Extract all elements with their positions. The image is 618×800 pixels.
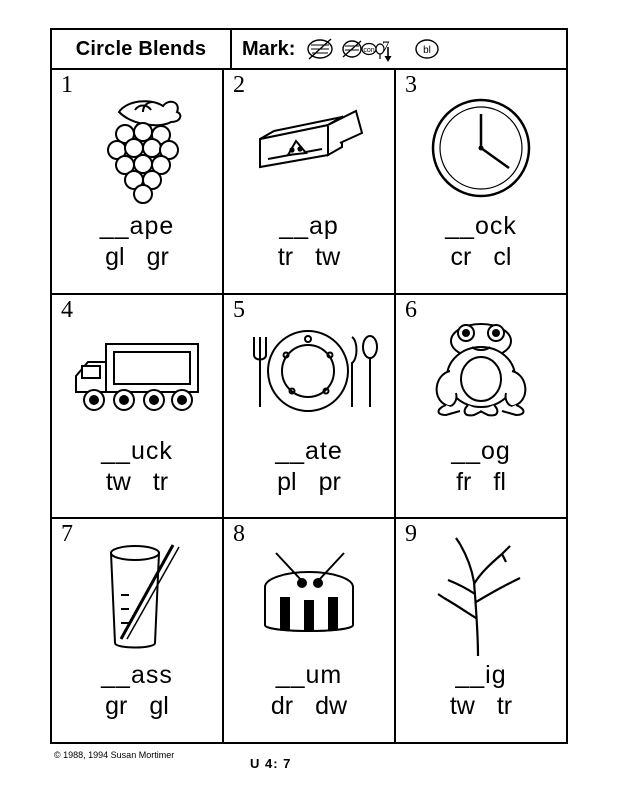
choice-option[interactable]: pl [277, 467, 297, 496]
item-choices[interactable] [105, 692, 169, 721]
grid-row [52, 70, 566, 295]
item-cell-9[interactable] [396, 519, 566, 742]
svg-text:con: con [363, 47, 376, 54]
item-cell-1[interactable] [52, 70, 224, 293]
item-word: __uck [101, 436, 173, 465]
grapes-picture [52, 86, 222, 210]
item-cell-4[interactable] [52, 295, 224, 518]
item-number: 8 [233, 521, 245, 548]
item-number: 7 [61, 521, 73, 548]
choice-option[interactable]: tw [105, 467, 131, 496]
choice-option[interactable]: fr [456, 467, 472, 496]
copyright-text: © 1988, 1994 Susan Mortimer [54, 750, 175, 760]
item-cell-8[interactable] [224, 519, 396, 742]
mark-icon-group [305, 35, 443, 63]
item-choices[interactable] [105, 243, 169, 272]
item-word: __ape [99, 212, 175, 240]
choice-option[interactable]: gr [146, 243, 169, 271]
choice-option[interactable]: gl [105, 243, 125, 271]
choice-option[interactable]: dw [315, 692, 348, 721]
item-choices[interactable] [456, 468, 506, 497]
item-number: 4 [61, 296, 73, 323]
worksheet-header [52, 30, 566, 70]
frog-picture [396, 311, 566, 435]
twig-picture [396, 535, 566, 659]
svg-text:bl: bl [423, 45, 432, 56]
mark-instruction-cell [232, 30, 566, 68]
item-choices[interactable] [277, 468, 341, 497]
con-circle-icon [341, 35, 376, 63]
item-number: 5 [233, 296, 245, 323]
choice-option[interactable]: dr [270, 692, 294, 721]
bl-bubble-icon [413, 35, 443, 63]
item-number: 9 [405, 521, 417, 548]
grid-row [52, 519, 566, 742]
item-word: __ate [275, 436, 343, 465]
item-number: 2 [233, 72, 245, 98]
item-word: __og [451, 436, 511, 465]
choice-option[interactable]: tr [152, 467, 169, 496]
svg-text:7: 7 [382, 39, 390, 55]
page-code: U 4: 7 [250, 756, 292, 771]
item-choices[interactable] [450, 692, 512, 721]
worksheet-footer [50, 748, 568, 778]
item-choices[interactable] [271, 692, 347, 721]
mark-label: Mark: [242, 37, 296, 60]
item-number: 6 [405, 296, 417, 323]
item-choices[interactable] [451, 243, 512, 272]
items-grid [52, 70, 566, 742]
item-cell-7[interactable] [52, 519, 224, 742]
item-word: __um [275, 661, 343, 690]
choice-option[interactable]: tr [496, 692, 513, 721]
glass-picture [52, 535, 222, 659]
item-cell-6[interactable] [396, 295, 566, 518]
item-cell-5[interactable] [224, 295, 396, 518]
item-cell-3[interactable] [396, 70, 566, 293]
circle-word-icon [305, 35, 335, 63]
choice-option[interactable]: fl [493, 467, 506, 496]
plate-picture [224, 311, 394, 435]
pencil-write-icon [377, 35, 407, 63]
choice-option[interactable]: pr [318, 467, 341, 496]
item-word: __ock [445, 212, 517, 240]
choice-option[interactable]: gr [105, 692, 128, 721]
item-number: 3 [405, 72, 417, 98]
choice-option[interactable]: cl [493, 243, 512, 271]
item-word: __ass [101, 661, 173, 690]
truck-picture [52, 311, 222, 435]
choice-option[interactable]: tw [315, 243, 341, 271]
item-word: __ap [279, 212, 339, 240]
choice-option[interactable]: gl [149, 692, 169, 721]
grid-row [52, 295, 566, 520]
item-word: __ig [455, 661, 507, 690]
trap-box-picture [224, 86, 394, 210]
item-choices[interactable] [106, 468, 168, 497]
choice-option[interactable]: tr [277, 243, 294, 271]
page-title: Circle Blends [75, 37, 207, 60]
item-cell-2[interactable] [224, 70, 396, 293]
choice-option[interactable]: tw [449, 692, 475, 721]
clock-picture [396, 86, 566, 210]
choice-option[interactable]: cr [450, 243, 472, 271]
drum-picture [224, 535, 394, 659]
title-cell [52, 30, 232, 68]
item-choices[interactable] [278, 243, 340, 272]
item-number: 1 [61, 72, 73, 98]
worksheet-frame [50, 28, 568, 744]
